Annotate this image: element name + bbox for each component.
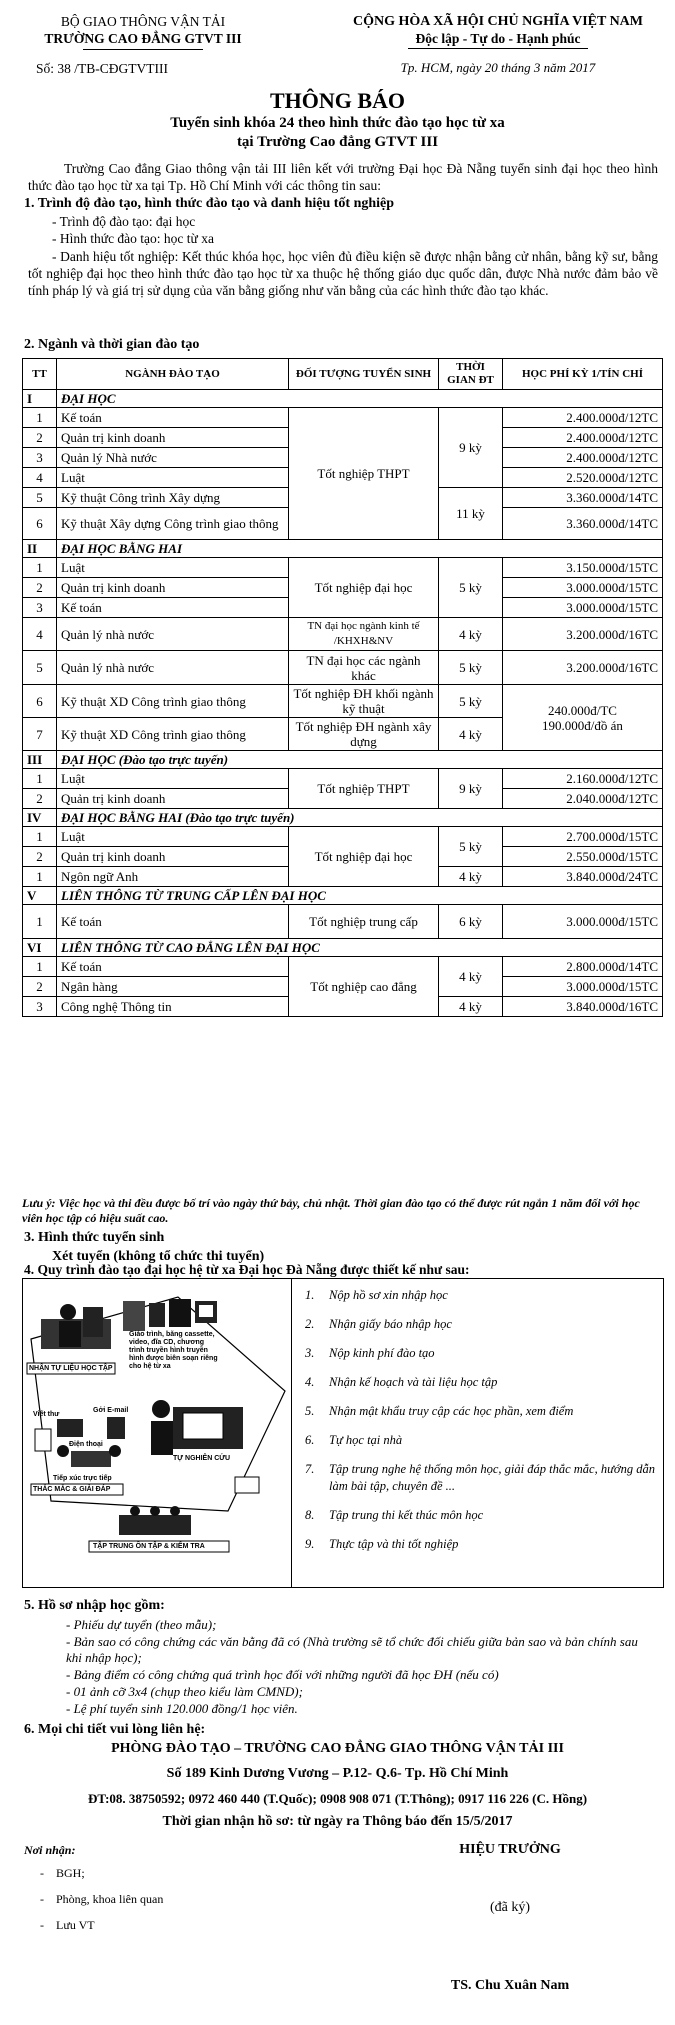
- group-row-6: [23, 939, 663, 957]
- row-major: Kế toán: [57, 905, 289, 939]
- row-fee: 2.400.000đ/12TC: [503, 448, 663, 468]
- school-name: TRƯỜNG CAO ĐẲNG GTVT III: [44, 31, 242, 46]
- country-name: CỘNG HÒA XÃ HỘI CHỦ NGHĨA VIỆT NAM: [352, 14, 643, 29]
- national-motto: Độc lập - Tự do - Hạnh phúc: [415, 31, 581, 46]
- row-major: Luật: [57, 468, 289, 488]
- process-step: 2. Nhận giấy báo nhập học: [305, 1317, 452, 1331]
- section3-heading: 3. Hình thức tuyển sinh: [24, 1230, 165, 1245]
- row-duration: 5 kỳ: [439, 827, 503, 867]
- recipient-item: - Lưu VT: [40, 1918, 95, 1932]
- row-major: Quản lý nhà nước: [57, 618, 289, 651]
- row-tt: 2: [23, 789, 57, 809]
- section1-degree: - Danh hiệu tốt nghiệp: Kết thúc khóa học, học viên đủ điều kiện sẽ được nhận bằng cử nhân, bằng kỹ sư, bằng tốt nghiệp đại học theo hình thức đào tạo học từ xa thuộc hệ thống giáo dục quốc dân, được Nhà nước đảm bảo về tính pháp lý và giá trị sử dụng của văn bằng giống như văn bằng của các hình thức đào tạo khác.: [28, 249, 658, 298]
- group-row-2: [23, 540, 663, 558]
- row-duration: 4 kỳ: [439, 997, 503, 1017]
- document-subtitle-2: tại Trường Cao đẳng GTVT III: [236, 134, 439, 150]
- requirement-item: - Lệ phí tuyển sinh 120.000 đồng/1 học viên.: [66, 1701, 298, 1716]
- process-step: 1. Nộp hồ sơ xin nhập học: [305, 1288, 448, 1302]
- row-fee: 3.840.000đ/16TC: [503, 997, 663, 1017]
- row-fee: 3.840.000đ/24TC: [503, 867, 663, 887]
- row-fee: 2.550.000đ/15TC: [503, 847, 663, 867]
- contact-address: Số 189 Kinh Dương Vương – P.12- Q.6- Tp. Hồ Chí Minh: [166, 1766, 509, 1781]
- group-name: LIÊN THÔNG TỪ TRUNG CẤP LÊN ĐẠI HỌC: [57, 887, 663, 905]
- group-name: LIÊN THÔNG TỪ CAO ĐẲNG LÊN ĐẠI HỌC: [57, 939, 663, 957]
- process-step-text: Nhận mật khẩu truy cập các học phần, xem điểm: [329, 1404, 574, 1418]
- section1-item-form: - Hình thức đào tạo: học từ xa: [52, 231, 214, 246]
- motto-rule: [408, 48, 588, 49]
- requirement-item: - Bảng điểm có công chứng quá trình học đối với những người đã học ĐH (nếu có): [66, 1667, 499, 1682]
- row-duration: 4 kỳ: [439, 867, 503, 887]
- row-major: Quản lý nhà nước: [57, 651, 289, 685]
- group-row-3: [23, 751, 663, 769]
- row-fee: 3.000.000đ/15TC: [503, 578, 663, 598]
- row-major: Luật: [57, 769, 289, 789]
- row-major: Luật: [57, 558, 289, 578]
- diagram-label-direct: Tiếp xúc trực tiếp: [53, 1475, 112, 1482]
- section6-heading: 6. Mọi chi tiết vui lòng liên hệ:: [24, 1722, 206, 1737]
- row-target: Tốt nghiệp ĐH khối ngành kỹ thuật: [289, 685, 439, 718]
- col-header-target: ĐỐI TƯỢNG TUYỂN SINH: [289, 359, 439, 390]
- section1-heading: 1. Trình độ đào tạo, hình thức đào tạo và danh hiệu tốt nghiệp: [24, 196, 395, 211]
- row-major: Ngân hàng: [57, 977, 289, 997]
- row-duration: 4 kỳ: [439, 718, 503, 751]
- row-duration: 9 kỳ: [439, 408, 503, 488]
- process-step-text: Nộp hồ sơ xin nhập học: [329, 1288, 448, 1302]
- process-step-text: Nộp kinh phí đào tạo: [329, 1346, 435, 1360]
- process-step-text: Thực tập và thi tốt nghiệp: [329, 1537, 459, 1551]
- row-duration: 6 kỳ: [439, 905, 503, 939]
- row-tt: 3: [23, 448, 57, 468]
- row-major: Kế toán: [57, 957, 289, 977]
- row-major: Quản trị kinh doanh: [57, 847, 289, 867]
- row-fee: 3.360.000đ/14TC: [503, 488, 663, 508]
- table-row: [23, 769, 663, 789]
- row-tt: 7: [23, 718, 57, 751]
- row-major: Kỹ thuật XD Công trình giao thông: [57, 685, 289, 718]
- row-major: Quản lý Nhà nước: [57, 448, 289, 468]
- row-fee: 2.800.000đ/14TC: [503, 957, 663, 977]
- section5-heading: 5. Hồ sơ nhập học gồm:: [24, 1598, 165, 1613]
- row-fee: 2.040.000đ/12TC: [503, 789, 663, 809]
- row-major: Quản trị kinh doanh: [57, 578, 289, 598]
- row-major: Quản trị kinh doanh: [57, 428, 289, 448]
- row-tt: 5: [23, 651, 57, 685]
- row-fee: 3.200.000đ/16TC: [503, 651, 663, 685]
- row-duration: 4 kỳ: [439, 957, 503, 997]
- col-header-fee: HỌC PHÍ KỲ 1/TÍN CHỈ: [503, 359, 663, 390]
- process-step: 5. Nhận mật khẩu truy cập các học phần, xem điểm: [305, 1404, 574, 1418]
- row-fee: 3.360.000đ/14TC: [503, 508, 663, 540]
- contact-deadline: Thời gian nhận hồ sơ: từ ngày ra Thông báo đến 15/5/2017: [162, 1814, 513, 1829]
- process-step: 6. Tự học tại nhà: [305, 1433, 403, 1447]
- contact-office: PHÒNG ĐÀO TẠO – TRƯỜNG CAO ĐẲNG GIAO THÔNG VẬN TẢI III: [111, 1741, 564, 1756]
- row-tt: 1: [23, 558, 57, 578]
- diagram-label-materials: Giáo trình, băng cassette, video, đĩa CD, chương trình truyền hình truyền hình được biên soạn riêng cho hệ từ xa: [129, 1331, 218, 1370]
- diagram-label-study: TỰ NGHIÊN CỨU: [173, 1455, 231, 1462]
- row-fee: 2.400.000đ/12TC: [503, 428, 663, 448]
- group-number: I: [23, 390, 57, 408]
- row-major: Kế toán: [57, 408, 289, 428]
- row-target: Tốt nghiệp đại học: [289, 558, 439, 618]
- row-tt: 3: [23, 997, 57, 1017]
- row-tt: 2: [23, 977, 57, 997]
- table-row: [23, 618, 663, 651]
- table-row: [23, 905, 663, 939]
- issue-date: Tp. HCM, ngày 20 tháng 3 năm 2017: [400, 60, 596, 75]
- document-title: THÔNG BÁO: [269, 88, 406, 113]
- row-tt: 1: [23, 827, 57, 847]
- diagram-label-phone: Điện thoại: [69, 1441, 103, 1448]
- group-name: ĐẠI HỌC: [57, 390, 663, 408]
- row-fee: 3.000.000đ/15TC: [503, 977, 663, 997]
- signature-note: (đã ký): [489, 1900, 531, 1915]
- group-number: VI: [23, 939, 57, 957]
- row-major: Kỹ thuật Công trình Xây dựng: [57, 488, 289, 508]
- group-number: V: [23, 887, 57, 905]
- process-diagram-illustration: [23, 1279, 291, 1587]
- process-step-text: Nhận kế hoạch và tài liệu học tập: [329, 1375, 498, 1389]
- signer-name: TS. Chu Xuân Nam: [450, 1978, 570, 1993]
- row-fee-merged: [503, 685, 663, 751]
- process-step: 4. Nhận kế hoạch và tài liệu học tập: [305, 1375, 498, 1389]
- row-fee: 2.520.000đ/12TC: [503, 468, 663, 488]
- table-row: [23, 408, 663, 428]
- table-note: Lưu ý: Việc học và thi đều được bố trí vào ngày thứ bảy, chủ nhật. Thời gian đào tạo có thể được rút ngắn 1 năm đối với học viên học tập có hiệu suất cao.: [22, 1196, 640, 1225]
- group-name: ĐẠI HỌC BẰNG HAI (Đào tạo trực tuyến): [57, 809, 663, 827]
- group-row-1: [23, 390, 663, 408]
- table-row: [23, 651, 663, 685]
- recipient-text: Phòng, khoa liên quan: [56, 1892, 164, 1906]
- table-row: [23, 957, 663, 977]
- row-fee: 3.000.000đ/15TC: [503, 905, 663, 939]
- requirement-item: - Bản sao có công chứng các văn bằng đã có (Nhà trường sẽ tổ chức đối chiếu giữa bản sao và bản chính sau khi nhập học);: [66, 1634, 638, 1665]
- diagram-label-qa: THẮC MẮC & GIẢI ĐÁP: [33, 1486, 111, 1493]
- section2-heading: 2. Ngành và thời gian đào tạo: [24, 337, 200, 352]
- row-fee: 3.000.000đ/15TC: [503, 598, 663, 618]
- row-target: TN đại học ngành kinh tế /KHXH&NV: [289, 618, 439, 651]
- table-row: [23, 558, 663, 578]
- row-tt: 1: [23, 957, 57, 977]
- row-tt: 6: [23, 685, 57, 718]
- row-tt: 2: [23, 428, 57, 448]
- recipient-item: - BGH;: [40, 1866, 85, 1880]
- signer-title: HIỆU TRƯỞNG: [459, 1842, 561, 1857]
- process-steps: [291, 1279, 663, 1565]
- col-header-duration: THỜI GIAN ĐT: [439, 359, 503, 390]
- diagram-label-review: TẬP TRUNG ÔN TẬP & KIỂM TRA: [93, 1543, 205, 1550]
- row-target: Tốt nghiệp cao đẳng: [289, 957, 439, 1017]
- row-target: Tốt nghiệp trung cấp: [289, 905, 439, 939]
- row-tt: 3: [23, 598, 57, 618]
- row-duration: 5 kỳ: [439, 685, 503, 718]
- section3-body: Xét tuyển (không tổ chức thi tuyển): [52, 1249, 265, 1264]
- table-header-row: [23, 359, 663, 390]
- row-fee: 2.400.000đ/12TC: [503, 408, 663, 428]
- recipient-item: - Phòng, khoa liên quan: [40, 1892, 164, 1906]
- row-duration: 4 kỳ: [439, 618, 503, 651]
- group-number: II: [23, 540, 57, 558]
- row-fee: 2.700.000đ/15TC: [503, 827, 663, 847]
- row-target: Tốt nghiệp THPT: [289, 769, 439, 809]
- row-duration: 5 kỳ: [439, 651, 503, 685]
- row-major: Ngôn ngữ Anh: [57, 867, 289, 887]
- process-box: [22, 1278, 664, 1588]
- national-block: [330, 13, 666, 76]
- row-duration: 5 kỳ: [439, 558, 503, 618]
- row-major: Kỹ thuật XD Công trình giao thông: [57, 718, 289, 751]
- row-major: Quản trị kinh doanh: [57, 789, 289, 809]
- row-duration: 11 kỳ: [439, 488, 503, 540]
- process-step: 8. Tập trung thi kết thúc môn học: [305, 1508, 484, 1522]
- row-tt: 1: [23, 408, 57, 428]
- row-tt: 1: [23, 867, 57, 887]
- process-step-text: Tự học tại nhà: [329, 1433, 403, 1447]
- diagram-label-receive: NHẬN TỰ LIỆU HỌC TẬP: [29, 1365, 113, 1372]
- issuer-rule: [83, 49, 203, 50]
- row-fee: 2.160.000đ/12TC: [503, 769, 663, 789]
- row-target: Tốt nghiệp THPT: [289, 408, 439, 540]
- row-tt: 1: [23, 905, 57, 939]
- group-number: IV: [23, 809, 57, 827]
- intro-paragraph: Trường Cao đẳng Giao thông vận tải III liên kết với trường Đại học Đà Nẵng tuyển sinh đại học theo hình thức đào tạo học từ xa tại Tp. Hồ Chí Minh với các thông tin sau:: [28, 161, 658, 193]
- row-duration: 9 kỳ: [439, 769, 503, 809]
- col-header-major: NGÀNH ĐÀO TẠO: [57, 359, 289, 390]
- group-name: ĐẠI HỌC BẰNG HAI: [57, 540, 663, 558]
- row-target: TN đại học các ngành khác: [289, 651, 439, 685]
- row-tt: 1: [23, 769, 57, 789]
- requirement-item: - Phiếu dự tuyển (theo mẫu);: [66, 1617, 217, 1632]
- majors-table: [22, 358, 663, 1017]
- row-target: Tốt nghiệp ĐH ngành xây dựng: [289, 718, 439, 751]
- table-row: [23, 827, 663, 847]
- section1-item-level: - Trình độ đào tạo: đại học: [52, 214, 196, 229]
- row-major: Kỹ thuật Xây dựng Công trình giao thông: [57, 508, 289, 540]
- issuer-block: [14, 13, 272, 77]
- row-major: Kế toán: [57, 598, 289, 618]
- ministry-name: BỘ GIAO THÔNG VẬN TẢI: [60, 14, 226, 29]
- row-target: Tốt nghiệp đại học: [289, 827, 439, 887]
- row-tt: 4: [23, 618, 57, 651]
- document-subtitle-1: Tuyển sinh khóa 24 theo hình thức đào tạo học từ xa: [170, 115, 505, 131]
- row-fee: 3.200.000đ/16TC: [503, 618, 663, 651]
- process-step-text: Nhận giấy báo nhập học: [329, 1317, 452, 1331]
- row-major: Luật: [57, 827, 289, 847]
- process-step-text: Tập trung nghe hệ thống môn học, giải đáp thắc mắc, hướng dẫn làm bài tập, chuyên đề ...: [329, 1462, 655, 1493]
- diagram-label-email: Gởi E-mail: [93, 1407, 129, 1414]
- recipient-text: BGH;: [56, 1866, 85, 1880]
- requirement-item: - 01 ảnh cỡ 3x4 (chụp theo kiểu làm CMND);: [66, 1684, 303, 1699]
- diagram-label-letter: Viết thư: [33, 1411, 60, 1418]
- fee-per-credit: 240.000đ/TC: [548, 702, 617, 718]
- fee-per-project: 190.000đ/đồ án: [542, 717, 623, 733]
- process-step: 9. Thực tập và thi tốt nghiệp: [305, 1537, 459, 1551]
- row-tt: 2: [23, 578, 57, 598]
- group-row-5: [23, 887, 663, 905]
- row-fee: 3.150.000đ/15TC: [503, 558, 663, 578]
- col-header-tt: TT: [23, 359, 57, 390]
- row-tt: 5: [23, 488, 57, 508]
- group-row-4: [23, 809, 663, 827]
- document-number: Số: 38 /TB-CĐGTVTIII: [36, 61, 168, 76]
- group-number: III: [23, 751, 57, 769]
- row-tt: 6: [23, 508, 57, 540]
- process-diagram: [23, 1279, 292, 1587]
- section4-heading: 4. Quy trình đào tạo đại học hệ từ xa Đại học Đà Nẵng được thiết kế như sau:: [24, 1262, 470, 1277]
- recipients-label: Nơi nhận:: [24, 1843, 76, 1857]
- group-name: ĐẠI HỌC (Đào tạo trực tuyến): [57, 751, 663, 769]
- process-step: 7. Tập trung nghe hệ thống môn học, giải đáp thắc mắc, hướng dẫn làm bài tập, chuyên đề ...: [305, 1462, 655, 1493]
- row-tt: 4: [23, 468, 57, 488]
- contact-phone: ĐT:08. 38750592; 0972 460 440 (T.Quốc); 0908 908 071 (T.Thông); 0917 116 226 (C. Hồng): [87, 1791, 588, 1806]
- process-step-text: Tập trung thi kết thúc môn học: [329, 1508, 484, 1522]
- row-tt: 2: [23, 847, 57, 867]
- process-step: 3. Nộp kinh phí đào tạo: [305, 1346, 435, 1360]
- recipient-text: Lưu VT: [56, 1918, 95, 1932]
- table-row: [23, 685, 663, 718]
- row-major: Công nghệ Thông tin: [57, 997, 289, 1017]
